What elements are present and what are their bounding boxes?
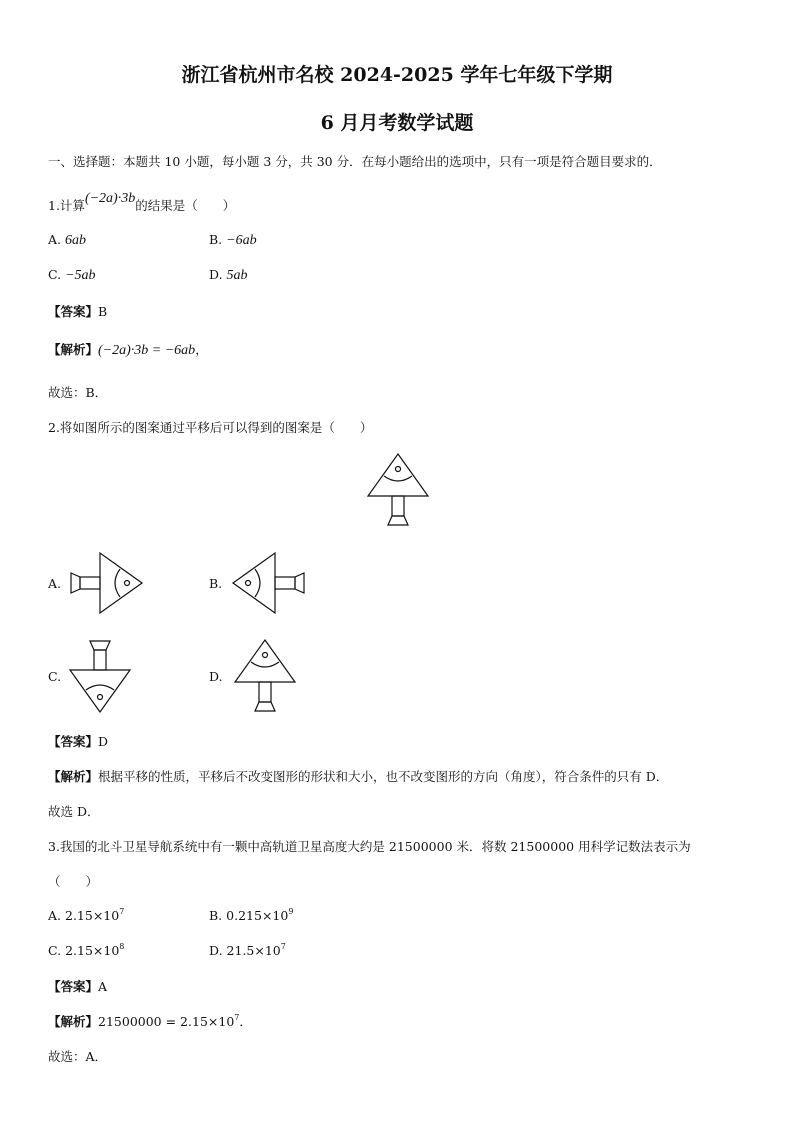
arrow-eye-dot xyxy=(246,581,251,586)
q2-option-c-label: C. xyxy=(48,669,62,684)
arrow-eye-dot xyxy=(98,695,103,700)
question-3-stem-line2: （ ） xyxy=(48,874,99,889)
q2-answer xyxy=(48,732,108,750)
q1-option-c xyxy=(48,267,96,284)
q1-answer xyxy=(48,302,107,320)
q1-option-a xyxy=(48,232,86,249)
option-exponent: 9 xyxy=(288,907,294,916)
option-label: B. xyxy=(209,908,223,923)
analysis-tail: ， xyxy=(195,342,208,357)
arrow-head-shape xyxy=(100,553,142,613)
arrow-arc-shape xyxy=(384,476,412,481)
q3-option-a xyxy=(48,907,124,923)
analysis-exponent: 7 xyxy=(234,1013,240,1022)
arrow-base-shape xyxy=(90,641,110,650)
option-label: D. xyxy=(209,267,223,282)
q1-expression-a: (−2a) xyxy=(84,191,118,206)
arrow-shaft-shape xyxy=(392,496,404,516)
option-mantissa: 0.215×10 xyxy=(226,908,289,923)
q1-suffix: 的结果是（ ） xyxy=(135,198,236,213)
option-label: A. xyxy=(48,908,62,923)
option-value: 5ab xyxy=(226,268,248,283)
arrow-base-shape xyxy=(295,573,304,593)
question-3-stem-line1: 3.我国的北斗卫星导航系统中有一颗中高轨道卫星高度大约是 21500000 米．将数 21500000 用科学记数法表示为 xyxy=(48,839,691,854)
answer-value: A xyxy=(98,979,108,994)
q1-conclusion: 故选：B． xyxy=(48,385,108,400)
arrow-head-shape xyxy=(70,670,130,712)
analysis-label: 【解析】 xyxy=(48,769,99,784)
original-arrow-figure xyxy=(366,452,430,528)
option-exponent: 7 xyxy=(280,942,286,951)
option-label: B. xyxy=(209,232,223,247)
q1-option-d xyxy=(209,267,248,284)
q3-option-d xyxy=(209,942,286,958)
analysis-expression: (−2a)·3b = −6ab xyxy=(98,343,196,358)
q3-answer xyxy=(48,977,107,995)
answer-value: D xyxy=(98,734,109,749)
arrow-base-shape xyxy=(255,702,275,711)
question-1-stem xyxy=(48,191,236,215)
q2-option-b-label: B. xyxy=(209,576,223,591)
arrow-shaft-shape xyxy=(94,650,106,670)
arrow-head-shape xyxy=(368,454,428,496)
section-intro: 一、选择题：本题共 10 小题，每小题 3 分，共 30 分．在每小题给出的选项中，只有一项是符合题目要求的． xyxy=(48,154,662,169)
q1-option-b xyxy=(209,232,257,249)
arrow-arc-shape xyxy=(115,569,120,597)
answer-label: 【答案】 xyxy=(48,979,99,994)
answer-label: 【答案】 xyxy=(48,734,99,749)
q1-analysis xyxy=(48,340,208,359)
option-value: 6ab xyxy=(65,233,86,248)
q2-option-d-figure xyxy=(233,638,297,714)
analysis-expression: 21500000 = 2.15×10 xyxy=(98,1014,235,1029)
arrow-arc-shape xyxy=(86,685,114,690)
q2-conclusion: 故选 D． xyxy=(48,804,100,819)
answer-value: B xyxy=(98,304,108,319)
option-mantissa: 2.15×10 xyxy=(65,908,120,923)
analysis-label: 【解析】 xyxy=(48,342,99,357)
option-value: −6ab xyxy=(226,233,257,248)
q2-option-a-figure xyxy=(68,551,144,615)
q3-analysis xyxy=(48,1012,252,1030)
document-title-line1: 浙江省杭州市名校 2024-2025 学年七年级下学期 xyxy=(181,64,613,86)
arrow-base-shape xyxy=(71,573,80,593)
analysis-text: 根据平移的性质，平移后不改变图形的形状和大小，也不改变图形的方向（角度），符合条件的只有 D． xyxy=(98,769,669,784)
q2-analysis xyxy=(48,767,668,785)
arrow-shaft-shape xyxy=(259,682,271,702)
arrow-arc-shape xyxy=(251,662,279,667)
q1-prefix: 1.计算 xyxy=(48,198,85,213)
q3-option-c xyxy=(48,942,124,958)
q2-option-a-label: A. xyxy=(48,576,62,591)
q3-option-b xyxy=(209,907,293,923)
answer-label: 【答案】 xyxy=(48,304,99,319)
q2-option-b-figure xyxy=(231,551,307,615)
arrow-eye-dot xyxy=(263,653,268,658)
arrow-base-shape xyxy=(388,516,408,525)
q2-option-d-label: D. xyxy=(209,669,223,684)
q2-option-c-figure xyxy=(68,638,132,714)
q1-expression-b: ·3b xyxy=(117,191,136,206)
analysis-tail: ． xyxy=(239,1014,252,1029)
q3-conclusion: 故选：A． xyxy=(48,1049,108,1064)
document-title-line2: 6 月月考数学试题 xyxy=(320,112,474,134)
option-label: C. xyxy=(48,267,62,282)
arrow-arc-shape xyxy=(255,569,260,597)
option-label: D. xyxy=(209,943,223,958)
option-label: C. xyxy=(48,943,62,958)
arrow-eye-dot xyxy=(396,467,401,472)
option-value: −5ab xyxy=(65,268,96,283)
arrow-eye-dot xyxy=(125,581,130,586)
option-exponent: 8 xyxy=(119,942,125,951)
arrow-head-shape xyxy=(233,553,275,613)
analysis-label: 【解析】 xyxy=(48,1014,99,1029)
option-mantissa: 2.15×10 xyxy=(65,943,120,958)
option-mantissa: 21.5×10 xyxy=(226,943,281,958)
arrow-shaft-shape xyxy=(275,577,295,589)
arrow-head-shape xyxy=(235,640,295,682)
arrow-shaft-shape xyxy=(80,577,100,589)
question-2-stem: 2.将如图所示的图案通过平移后可以得到的图案是（ ） xyxy=(48,420,373,435)
option-label: A. xyxy=(48,232,62,247)
option-exponent: 7 xyxy=(119,907,125,916)
